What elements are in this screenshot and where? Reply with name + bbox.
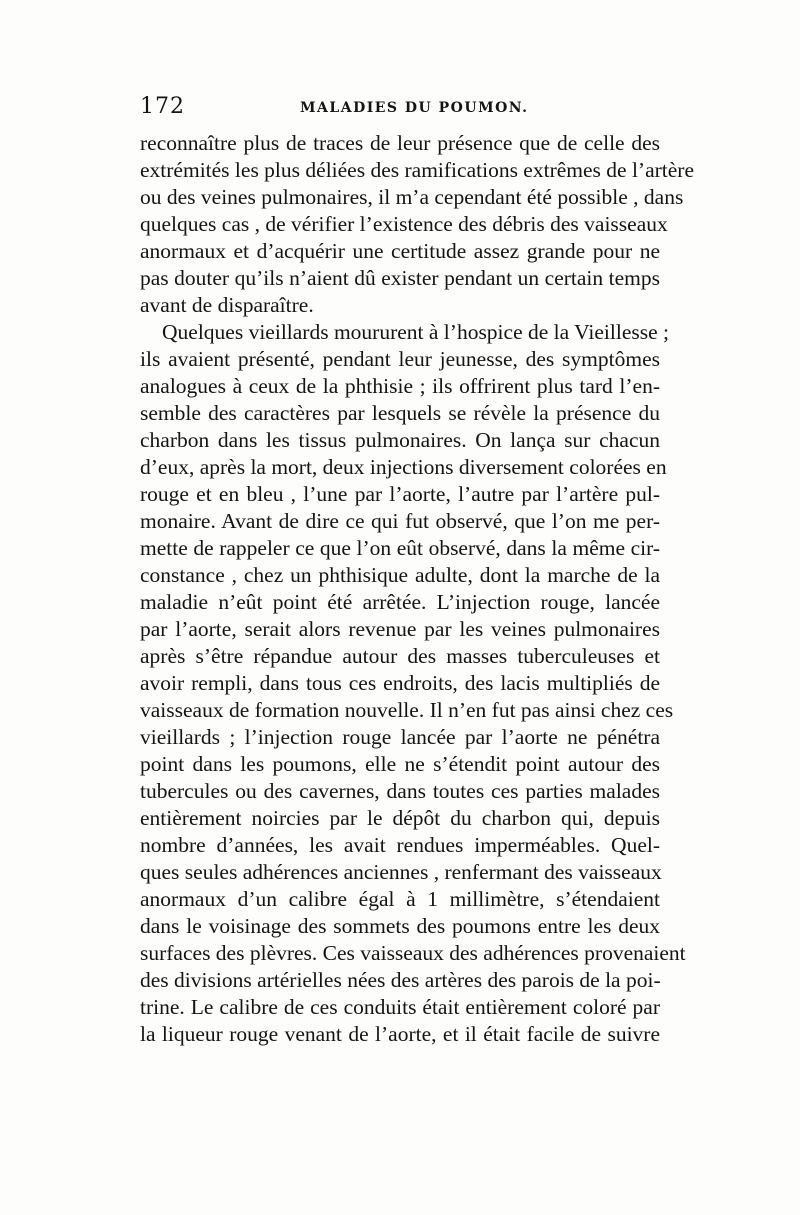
body-text xyxy=(140,130,695,1048)
page-header xyxy=(140,94,660,124)
text-line: après s’être répandue autour des masses tuberculeuses et xyxy=(140,644,660,668)
text-line: dans le voisinage des sommets des poumons entre les deux xyxy=(140,914,660,938)
text-line: reconnaître plus de traces de leur présence que de celle des xyxy=(140,131,660,155)
text-line: avoir rempli, dans tous ces endroits, des lacis multipliés de xyxy=(140,671,660,695)
page-number: 172 xyxy=(140,94,185,119)
paragraph xyxy=(140,319,686,1048)
text-line: avant de disparaître. xyxy=(140,293,314,317)
text-line: anormaux d’un calibre égal à 1 millimètre, s’étendaient xyxy=(140,887,660,911)
text-line: d’eux, après la mort, deux injections diversement colorées en xyxy=(140,455,667,479)
text-line: ques seules adhérences anciennes , renfermant des vaisseaux xyxy=(140,860,662,884)
text-line: mette de rappeler ce que l’on eût observé, dans la même cir- xyxy=(140,536,660,560)
text-line: monaire. Avant de dire ce qui fut observé, que l’on me per- xyxy=(140,509,660,533)
text-line: semble des caractères par lesquels se révèle la présence du xyxy=(140,401,660,425)
text-line: Quelques vieillards moururent à l’hospice de la Vieillesse ; xyxy=(162,320,670,344)
text-line: extrémités les plus déliées des ramifications extrêmes de l’artère xyxy=(140,158,695,182)
text-line: ou des veines pulmonaires, il m’a cependant été possible , dans xyxy=(140,185,684,209)
running-head: MALADIES DU POUMON. xyxy=(300,100,529,116)
text-line: charbon dans les tissus pulmonaires. On lança sur chacun xyxy=(140,428,660,452)
text-line: pas douter qu’ils n’aient dû exister pendant un certain temps xyxy=(140,266,660,290)
text-line: nombre d’années, les avait rendues imperméables. Quel- xyxy=(140,833,660,857)
text-line: anormaux et d’acquérir une certitude assez grande pour ne xyxy=(140,239,660,263)
text-line: tubercules ou des cavernes, dans toutes ces parties malades xyxy=(140,779,660,803)
text-line: vieillards ; l’injection rouge lancée par l’aorte ne pénétra xyxy=(140,725,660,749)
text-line: surfaces des plèvres. Ces vaisseaux des adhérences provenaient xyxy=(140,941,686,965)
text-line: constance , chez un phthisique adulte, dont la marche de la xyxy=(140,563,660,587)
text-line: maladie n’eût point été arrêtée. L’injection rouge, lancée xyxy=(140,590,660,614)
text-line: par l’aorte, serait alors revenue par les veines pulmonaires xyxy=(140,617,660,641)
text-line: la liqueur rouge venant de l’aorte, et il était facile de suivre xyxy=(140,1022,660,1046)
text-line: entièrement noircies par le dépôt du charbon qui, depuis xyxy=(140,806,660,830)
text-line: ils avaient présenté, pendant leur jeunesse, des symptômes xyxy=(140,347,660,371)
text-line: point dans les poumons, elle ne s’étendit point autour des xyxy=(140,752,660,776)
text-line: rouge et en bleu , l’une par l’aorte, l’autre par l’artère pul- xyxy=(140,482,660,506)
text-line: trine. Le calibre de ces conduits était entièrement coloré par xyxy=(140,995,660,1019)
paragraph xyxy=(140,130,695,319)
text-line: vaisseaux de formation nouvelle. Il n’en fut pas ainsi chez ces xyxy=(140,698,674,722)
text-line: des divisions artérielles nées des artères des parois de la poi- xyxy=(140,968,661,992)
text-line: quelques cas , de vérifier l’existence des débris des vaisseaux xyxy=(140,212,668,236)
text-line: analogues à ceux de la phthisie ; ils offrirent plus tard l’en- xyxy=(140,374,660,398)
